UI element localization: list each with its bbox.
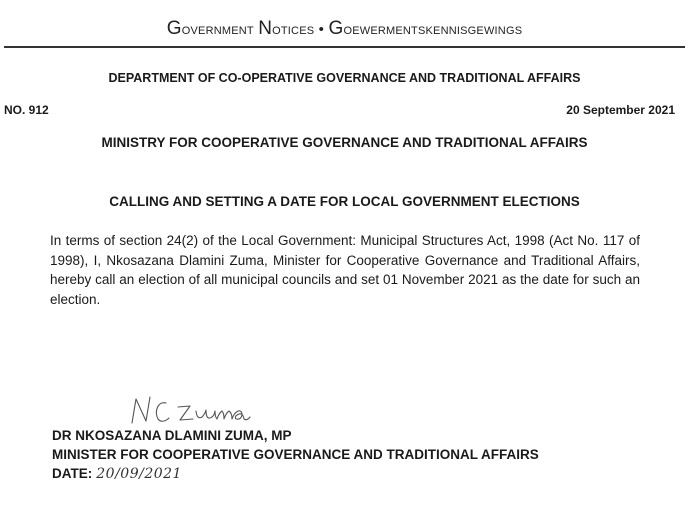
header-initial: G	[166, 18, 182, 39]
date-value: 20/09/2021	[96, 466, 182, 482]
signature-date-row	[52, 466, 182, 482]
header-initial: N	[258, 18, 273, 39]
department-heading: DEPARTMENT OF CO-OPERATIVE GOVERNANCE AND TRADITIONAL AFFAIRS	[108, 71, 581, 85]
notice-body: In terms of section 24(2) of the Local Government: Municipal Structures Act, 1998 (Act No. 117 of 1998), I, Nkosazana Dlamini Zuma, Minister for Cooperative Governance and Traditional Affairs, hereby call an election of all municipal councils and set 01 November 2021 as the date for such an election.	[50, 233, 640, 307]
notice-title: CALLING AND SETTING A DATE FOR LOCAL GOVERNMENT ELECTIONS	[109, 194, 580, 209]
header-text: otices	[272, 21, 315, 38]
header-text: oewermentskennisgewings	[343, 21, 523, 38]
handwritten-signature	[126, 393, 276, 429]
header-divider	[4, 46, 685, 48]
gazette-section-header	[0, 18, 689, 40]
header-text: overnment	[181, 21, 259, 38]
ministry-heading: MINISTRY FOR COOPERATIVE GOVERNANCE AND TRADITIONAL AFFAIRS	[101, 135, 588, 150]
date-label: DATE:	[52, 466, 93, 481]
signatory-name: DR NKOSAZANA DLAMINI ZUMA, MP	[52, 428, 292, 443]
header-initial: G	[328, 18, 344, 39]
signatory-title: MINISTER FOR COOPERATIVE GOVERNANCE AND TRADITIONAL AFFAIRS	[52, 447, 539, 462]
header-separator: •	[314, 21, 329, 38]
notice-number: NO. 912	[4, 103, 49, 117]
notice-date: 20 September 2021	[566, 103, 675, 117]
